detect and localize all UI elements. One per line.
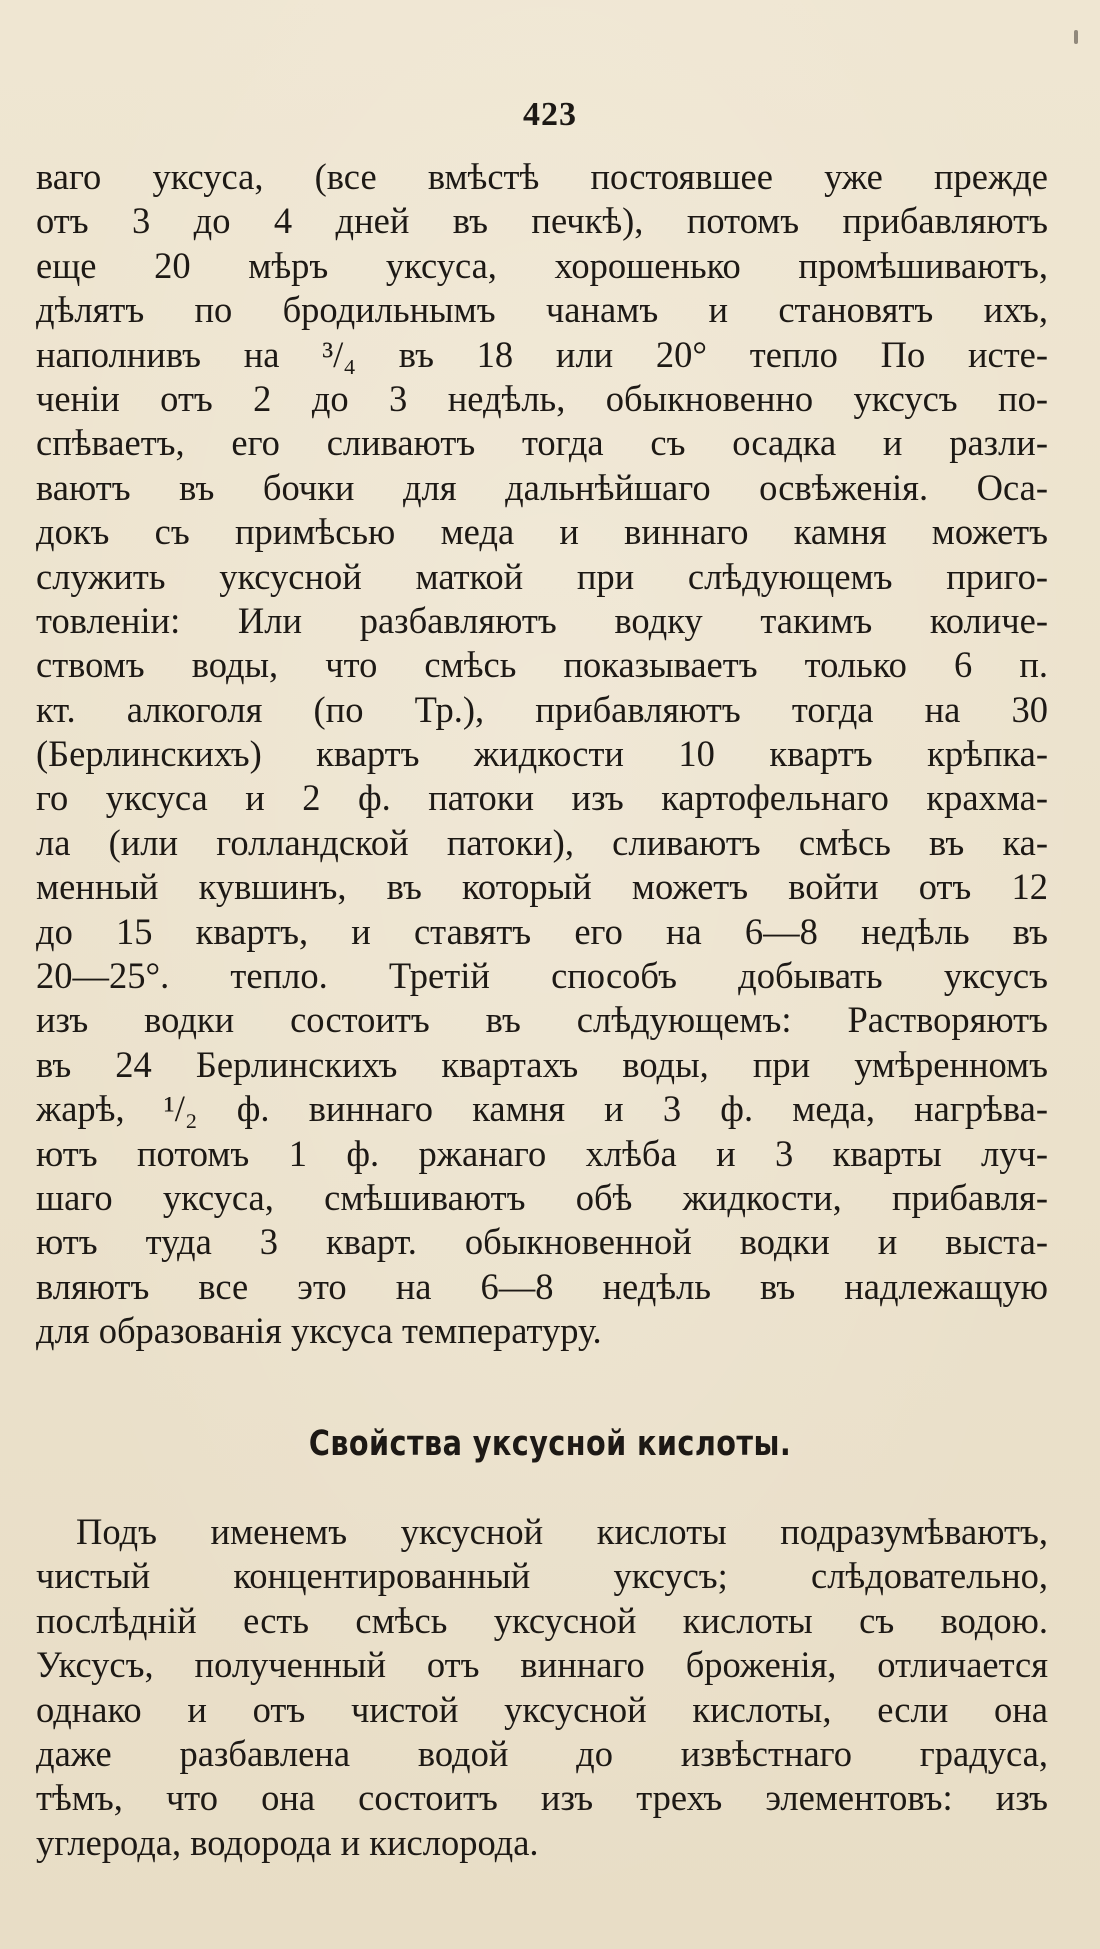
text-line: спѣваетъ, его сливаютъ тогда съ осадка и разли- (36, 422, 1048, 464)
text-line: ваго уксуса, (все вмѣстѣ постоявшее уже прежде (36, 156, 1048, 197)
text-line: вляютъ все это на 6—8 недѣль въ надлежащую (36, 1265, 1048, 1307)
text-line: докъ съ примѣсью меда и виннаго камня можетъ (36, 511, 1048, 553)
text-line: служить уксусной маткой при слѣдующемъ приго- (36, 555, 1048, 597)
text-line: чистый концентированный уксусъ; слѣдовательно, (36, 1555, 1048, 1597)
text-line: дѣлятъ по бродильнымъ чанамъ и становятъ ихъ, (36, 289, 1048, 331)
text-line: еще 20 мѣръ уксуса, хорошенько промѣшиваютъ, (36, 244, 1048, 286)
page-number: 423 (523, 96, 577, 133)
text-line: ченіи отъ 2 до 3 недѣль, обыкновенно уксусъ по- (36, 377, 1048, 419)
text-line: даже разбавлена водой до извѣстнаго градуса, (36, 1732, 1048, 1774)
paragraph-vinegar-preparation (36, 155, 1048, 1354)
text-line: товленіи: Или разбавляютъ водку такимъ количе- (36, 599, 1048, 641)
text-line: наполнивъ на ³/₄ въ 18 или 20° тепло По исте- (36, 333, 1048, 375)
text-line: менный кувшинъ, въ который можетъ войти отъ 12 (36, 866, 1048, 908)
text-line: углерода, водорода и кислорода. (36, 1821, 539, 1863)
text-line: послѣдній есть смѣсь уксусной кислоты съ водою. (36, 1599, 1048, 1641)
text-line: ваютъ въ бочки для дальнѣйшаго освѣженія. Оса- (36, 466, 1048, 508)
text-line: ствомъ воды, что смѣсь показываетъ только 6 п. (36, 644, 1048, 686)
text-line: тѣмъ, что она состоитъ изъ трехъ элементовъ: изъ (36, 1777, 1048, 1819)
section-heading: Свойства уксусной кислоты. (308, 1424, 792, 1464)
text-line: до 15 квартъ, и ставятъ его на 6—8 недѣль въ (36, 910, 1048, 952)
text-line: для образованія уксуса температуру. (36, 1310, 602, 1352)
text-line: Подъ именемъ уксусной кислоты подразумѣваютъ, (76, 1511, 1048, 1552)
text-line: ютъ потомъ 1 ф. ржанаго хлѣба и 3 кварты луч- (36, 1132, 1048, 1174)
paragraph-acetic-acid-properties (36, 1510, 1048, 1865)
text-line: однако и отъ чистой уксусной кислоты, если она (36, 1688, 1048, 1730)
text-line: ютъ туда 3 кварт. обыкновенной водки и выста- (36, 1221, 1048, 1263)
paper-speck (1074, 30, 1078, 44)
text-line: въ 24 Берлинскихъ квартахъ воды, при умѣренномъ (36, 1043, 1048, 1085)
text-line: ла (или голландской патоки), сливаютъ смѣсь въ ка- (36, 821, 1048, 863)
text-line: 20—25°. тепло. Третій способъ добывать уксусъ (36, 955, 1048, 997)
text-line: (Берлинскихъ) квартъ жидкости 10 квартъ крѣпка- (36, 733, 1048, 775)
text-line: кт. алкоголя (по Тр.), прибавляютъ тогда на 30 (36, 688, 1048, 730)
text-line: го уксуса и 2 ф. патоки изъ картофельнаго крахма- (36, 777, 1048, 819)
text-line: отъ 3 до 4 дней въ печкѣ), потомъ прибавляютъ (36, 200, 1048, 242)
text-line: изъ водки состоитъ въ слѣдующемъ: Растворяютъ (36, 999, 1048, 1041)
text-line: жарѣ, ¹/₂ ф. виннаго камня и 3 ф. меда, нагрѣва- (36, 1088, 1048, 1130)
text-line: шаго уксуса, смѣшиваютъ обѣ жидкости, прибавля- (36, 1176, 1048, 1218)
text-line: Уксусъ, полученный отъ виннаго броженія, отличается (36, 1644, 1048, 1686)
